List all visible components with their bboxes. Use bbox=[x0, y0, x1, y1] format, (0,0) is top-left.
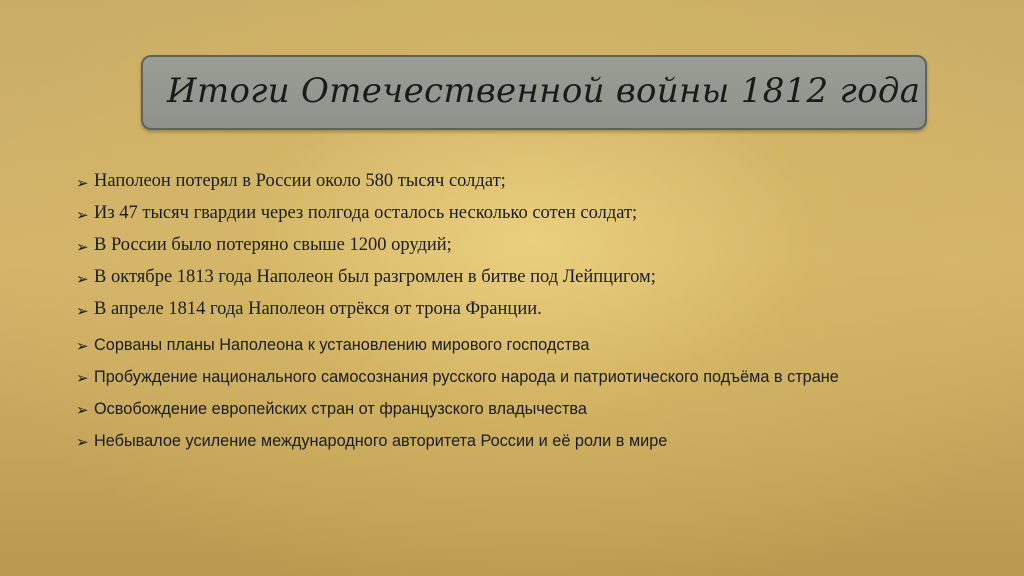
arrow-bullet-icon: ➢ bbox=[76, 302, 89, 320]
list-item-text: Небывалое усиление международного авторитета России и её роли в мире bbox=[94, 432, 668, 450]
list-item bbox=[76, 430, 976, 452]
list-item bbox=[76, 398, 976, 420]
arrow-bullet-icon: ➢ bbox=[76, 270, 89, 288]
arrow-bullet-icon: ➢ bbox=[76, 337, 89, 355]
list-item bbox=[76, 234, 976, 266]
arrow-bullet-icon: ➢ bbox=[76, 369, 89, 387]
list-item bbox=[76, 334, 976, 356]
list-item bbox=[76, 202, 976, 234]
list-item-text: Сорваны планы Наполеона к установлению мирового господства bbox=[94, 336, 590, 354]
arrow-bullet-icon: ➢ bbox=[76, 174, 89, 192]
list-item-text: В октябре 1813 года Наполеон был разгромлен в битве под Лейпцигом; bbox=[94, 267, 656, 287]
arrow-bullet-icon: ➢ bbox=[76, 401, 89, 419]
slide-title: Итоги Отечественной войны 1812 года bbox=[167, 71, 921, 111]
list-item-text: Из 47 тысяч гвардии через полгода осталось несколько сотен солдат; bbox=[94, 203, 638, 223]
bullet-list bbox=[76, 170, 976, 462]
list-item-text: Освобождение европейских стран от французского владычества bbox=[94, 400, 587, 418]
title-box bbox=[141, 55, 927, 130]
arrow-bullet-icon: ➢ bbox=[76, 433, 89, 451]
list-item-text: В России было потеряно свыше 1200 орудий; bbox=[94, 235, 452, 255]
list-item bbox=[76, 366, 976, 388]
arrow-bullet-icon: ➢ bbox=[76, 206, 89, 224]
list-item bbox=[76, 266, 976, 298]
list-item-text: Пробуждение национального самосознания русского народа и патриотического подъёма в стране bbox=[94, 368, 839, 386]
list-item bbox=[76, 170, 976, 202]
list-item-text: Наполеон потерял в России около 580 тысяч солдат; bbox=[94, 171, 506, 191]
arrow-bullet-icon: ➢ bbox=[76, 238, 89, 256]
list-item-text: В апреле 1814 года Наполеон отрёкся от трона Франции. bbox=[94, 299, 542, 319]
list-item bbox=[76, 298, 976, 330]
